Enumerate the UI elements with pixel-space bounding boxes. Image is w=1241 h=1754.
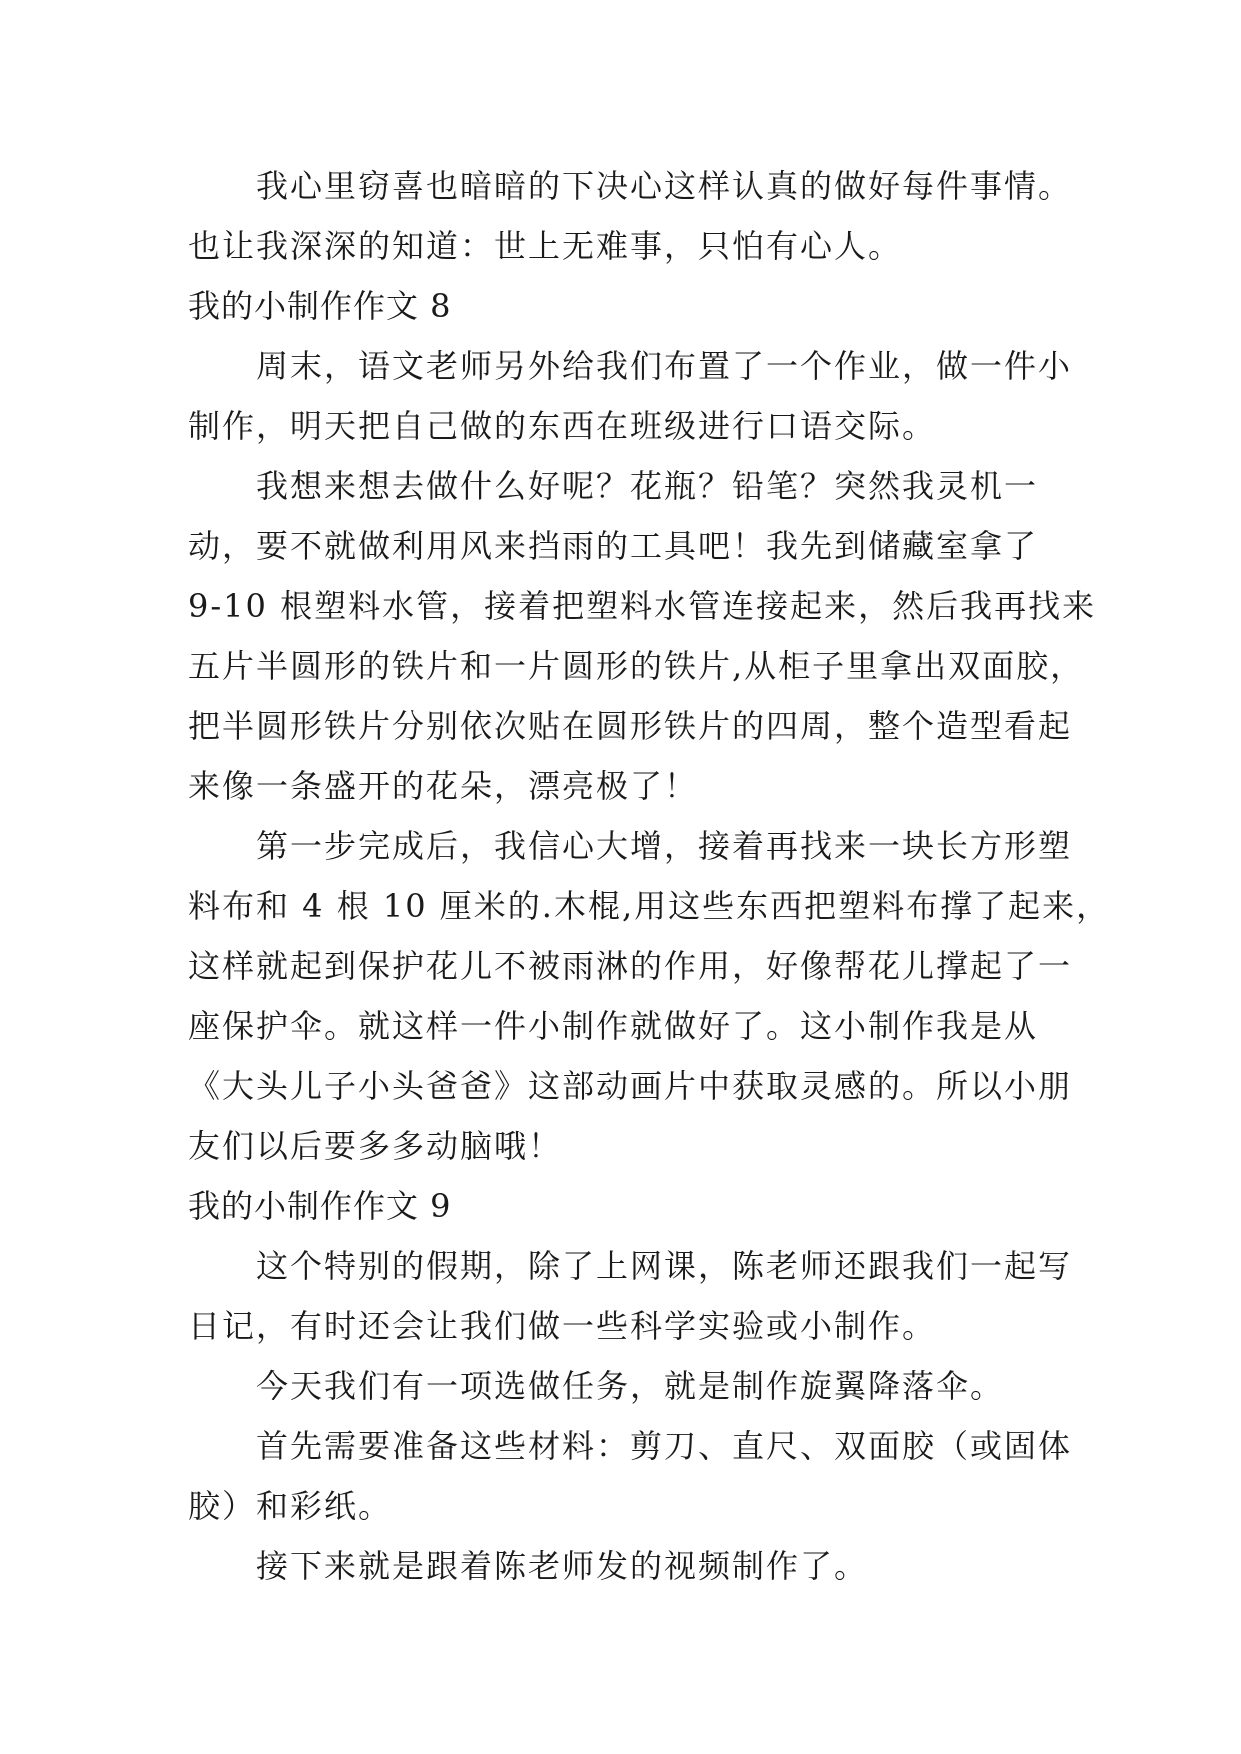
paragraph-line: 制作，明天把自己做的东西在班级进行口语交际。 <box>188 407 937 445</box>
paragraph-line: 9-10 根塑料水管，接着把塑料水管连接起来，然后我再找来 <box>188 587 1097 625</box>
paragraph-line: 五片半圆形的铁片和一片圆形的铁片,从柜子里拿出双面胶， <box>188 647 1085 685</box>
paragraph-line: 座保护伞。就这样一件小制作就做好了。这小制作我是从 <box>188 1007 1039 1045</box>
section-heading: 我的小制作作文 8 <box>188 287 452 325</box>
paragraph-line: 首先需要准备这些材料：剪刀、直尺、双面胶（或固体 <box>256 1427 1073 1465</box>
paragraph-line: 周末，语文老师另外给我们布置了一个作业，做一件小 <box>256 347 1073 385</box>
paragraph-line: 胶）和彩纸。 <box>188 1487 393 1525</box>
paragraph-line: 友们以后要多多动脑哦！ <box>188 1127 563 1165</box>
paragraph-line: 我想来想去做什么好呢？花瓶？铅笔？突然我灵机一 <box>256 467 1039 505</box>
paragraph-line: 第一步完成后，我信心大增，接着再找来一块长方形塑 <box>256 827 1073 865</box>
paragraph-line: 动，要不就做利用风来挡雨的工具吧！我先到储藏室拿了 <box>188 527 1039 565</box>
paragraph-line: 来像一条盛开的花朵，漂亮极了！ <box>188 767 699 805</box>
section-heading: 我的小制作作文 9 <box>188 1187 452 1225</box>
paragraph-line: 这样就起到保护花儿不被雨淋的作用，好像帮花儿撑起了一 <box>188 947 1073 985</box>
paragraph-line: 日记，有时还会让我们做一些科学实验或小制作。 <box>188 1307 937 1345</box>
paragraph-line: 料布和 4 根 10 厘米的.木棍,用这些东西把塑料布撑了起来， <box>188 887 1111 925</box>
paragraph-line: 这个特别的假期，除了上网课，陈老师还跟我们一起写 <box>256 1247 1073 1285</box>
paragraph-line: 把半圆形铁片分别依次贴在圆形铁片的四周，整个造型看起 <box>188 707 1073 745</box>
paragraph-line: 接下来就是跟着陈老师发的视频制作了。 <box>256 1547 869 1585</box>
paragraph-line: 今天我们有一项选做任务，就是制作旋翼降落伞。 <box>256 1367 1005 1405</box>
paragraph-line: 我心里窃喜也暗暗的下决心这样认真的做好每件事情。 <box>256 167 1073 205</box>
paragraph-line: 也让我深深的知道：世上无难事，只怕有心人。 <box>188 227 903 265</box>
paragraph-line: 《大头儿子小头爸爸》这部动画片中获取灵感的。所以小朋 <box>188 1067 1073 1105</box>
